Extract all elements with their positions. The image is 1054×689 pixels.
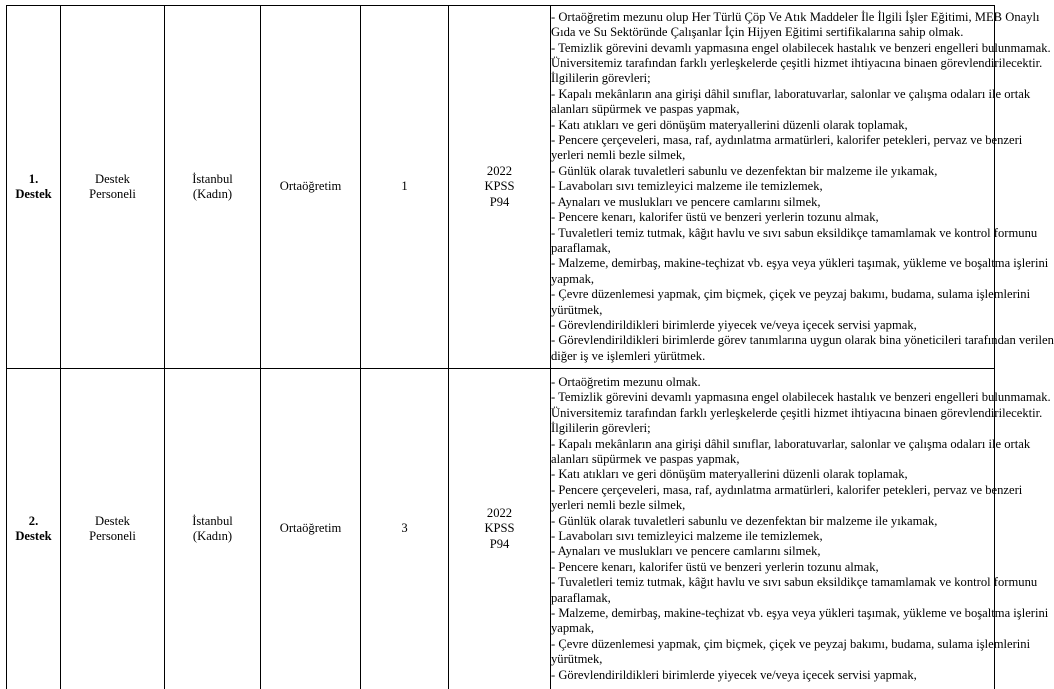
education-cell: Ortaöğretim	[261, 6, 361, 369]
title-line: Personeli	[61, 529, 164, 544]
requirement-line: - Lavaboları sıvı temizleyici malzeme ile temizlemek,	[551, 529, 994, 544]
requirement-line: - Temizlik görevini devamlı yapmasına engel olabilecek hastalık ve benzeri engelleri bulunmamak.	[551, 390, 994, 405]
exam-year: 2022	[449, 506, 550, 521]
requirement-line: - Tuvaletleri temiz tutmak, kâğıt havlu ve sıvı sabun eksildikçe tamamlamak ve kontrol formunu	[551, 226, 994, 241]
requirement-line: İlgililerin görevleri;	[551, 421, 994, 436]
requirement-line: - Çevre düzenlemesi yapmak, çim biçmek, çiçek ve peyzaj bakımı, budama, sulama işlemlerini	[551, 287, 994, 302]
table-row	[7, 369, 995, 689]
location-cell	[165, 369, 261, 689]
requirement-line: yapmak,	[551, 621, 994, 636]
position-class: Destek	[7, 187, 60, 202]
position-number: 2.	[7, 514, 60, 529]
requirement-line: diğer iş ve işlemleri yürütmek.	[551, 349, 994, 364]
requirement-line: - Temizlik görevini devamlı yapmasına engel olabilecek hastalık ve benzeri engelleri bulunmamak.	[551, 41, 994, 56]
requirement-line: - Ortaöğretim mezunu olup Her Türlü Çöp Ve Atık Maddeler İle İlgili İşler Eğitimi, MEB Onaylı	[551, 10, 994, 25]
requirement-line: - Katı atıkları ve geri dönüşüm materyallerini düzenli olarak toplamak,	[551, 118, 994, 133]
requirement-line: Üniversitemiz tarafından farklı yerleşkelerde çeşitli hizmet ihtiyacına binaen görevlendirilecektir.	[551, 56, 994, 71]
requirement-line: - Katı atıkları ve geri dönüşüm materyallerini düzenli olarak toplamak,	[551, 467, 994, 482]
requirement-line: yürütmek,	[551, 303, 994, 318]
exam-score-type: P94	[449, 195, 550, 210]
requirement-line: - Pencere çerçeveleri, masa, raf, aydınlatma armatürleri, kalorifer petekleri, pervaz ve benzeri	[551, 483, 994, 498]
location-city: İstanbul	[165, 514, 260, 529]
requirement-line: - Günlük olarak tuvaletleri sabunlu ve dezenfektan bir malzeme ile yıkamak,	[551, 164, 994, 179]
title-cell	[61, 6, 165, 369]
requirement-line: - Malzeme, demirbaş, makine-teçhizat vb. eşya veya yükleri taşımak, yükleme ve boşaltma işlerini	[551, 256, 994, 271]
table-row	[7, 6, 995, 369]
requirement-line: Gıda ve Su Sektöründe Çalışanlar İçin Hijyen Eğitimi sertifikalarına sahip olmak.	[551, 25, 994, 40]
location-gender: (Kadın)	[165, 529, 260, 544]
requirement-line: - Pencere kenarı, kalorifer üstü ve benzeri yerlerin tozunu almak,	[551, 210, 994, 225]
requirement-line: - Kapalı mekânların ana girişi dâhil sınıflar, laboratuvarlar, salonlar ve çalışma odaları ile ortak	[551, 87, 994, 102]
title-cell	[61, 369, 165, 689]
requirement-line: yürütmek,	[551, 652, 994, 667]
requirement-line: - Görevlendirildikleri birimlerde görev tanımlarına uygun olarak bina yöneticileri tarafından verilen	[551, 333, 994, 348]
requirements-cell	[551, 369, 995, 689]
title-line: Personeli	[61, 187, 164, 202]
exam-year: 2022	[449, 164, 550, 179]
requirement-line: - Pencere kenarı, kalorifer üstü ve benzeri yerlerin tozunu almak,	[551, 560, 994, 575]
requirement-line: yerleri nemli bezle silmek,	[551, 148, 994, 163]
requirement-line: alanları süpürmek ve paspas yapmak,	[551, 452, 994, 467]
count-cell: 3	[361, 369, 449, 689]
requirement-line: - Görevlendirildikleri birimlerde yiyecek ve/veya içecek servisi yapmak,	[551, 318, 994, 333]
requirement-line: - Lavaboları sıvı temizleyici malzeme ile temizlemek,	[551, 179, 994, 194]
title-line: Destek	[61, 514, 164, 529]
exam-cell	[449, 369, 551, 689]
position-number-cell	[7, 369, 61, 689]
requirement-line: - Ortaöğretim mezunu olmak.	[551, 375, 994, 390]
requirement-line: - Çevre düzenlemesi yapmak, çim biçmek, çiçek ve peyzaj bakımı, budama, sulama işlemlerini	[551, 637, 994, 652]
location-city: İstanbul	[165, 172, 260, 187]
exam-type: KPSS	[449, 521, 550, 536]
requirement-line: - Görevlendirildikleri birimlerde yiyecek ve/veya içecek servisi yapmak,	[551, 668, 994, 683]
exam-cell	[449, 6, 551, 369]
location-gender: (Kadın)	[165, 187, 260, 202]
exam-score-type: P94	[449, 537, 550, 552]
requirement-line: - Aynaları ve muslukları ve pencere camlarını silmek,	[551, 544, 994, 559]
count-cell: 1	[361, 6, 449, 369]
requirement-line: - Tuvaletleri temiz tutmak, kâğıt havlu ve sıvı sabun eksildikçe tamamlamak ve kontrol formunu	[551, 575, 994, 590]
job-postings-table	[6, 5, 995, 689]
position-number-cell	[7, 6, 61, 369]
education-cell: Ortaöğretim	[261, 369, 361, 689]
position-number: 1.	[7, 172, 60, 187]
requirement-line: - Malzeme, demirbaş, makine-teçhizat vb. eşya veya yükleri taşımak, yükleme ve boşaltma işlerini	[551, 606, 994, 621]
requirement-line: - Pencere çerçeveleri, masa, raf, aydınlatma armatürleri, kalorifer petekleri, pervaz ve benzeri	[551, 133, 994, 148]
location-cell	[165, 6, 261, 369]
requirements-cell	[551, 6, 995, 369]
exam-type: KPSS	[449, 179, 550, 194]
title-line: Destek	[61, 172, 164, 187]
requirement-line: İlgililerin görevleri;	[551, 71, 994, 86]
requirement-line: paraflamak,	[551, 591, 994, 606]
requirement-line: - Kapalı mekânların ana girişi dâhil sınıflar, laboratuvarlar, salonlar ve çalışma odaları ile ortak	[551, 437, 994, 452]
requirement-line: - Aynaları ve muslukları ve pencere camlarını silmek,	[551, 195, 994, 210]
requirement-line: yapmak,	[551, 272, 994, 287]
requirement-line: Üniversitemiz tarafından farklı yerleşkelerde çeşitli hizmet ihtiyacına binaen görevlendirilecektir.	[551, 406, 994, 421]
requirement-line: paraflamak,	[551, 241, 994, 256]
requirement-line: alanları süpürmek ve paspas yapmak,	[551, 102, 994, 117]
requirement-line: - Günlük olarak tuvaletleri sabunlu ve dezenfektan bir malzeme ile yıkamak,	[551, 514, 994, 529]
position-class: Destek	[7, 529, 60, 544]
requirement-line: yerleri nemli bezle silmek,	[551, 498, 994, 513]
